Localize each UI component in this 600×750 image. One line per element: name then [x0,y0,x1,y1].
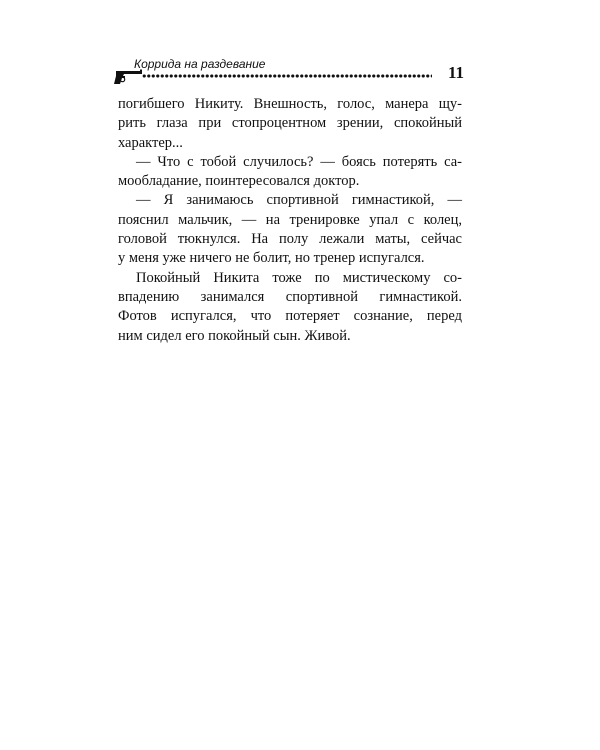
text-line: впадению занимался спортивной гимнастикой. [118,288,462,305]
running-head [112,52,464,88]
text-line: ним сидел его покойный сын. Живой. [118,327,351,344]
text-line: — Что с тобой случилось? — боясь потерять са- [136,153,462,170]
text-line: Покойный Никита тоже по мистическому со- [136,269,462,286]
text-line: Фотов испугался, что потеряет сознание, перед [118,308,462,325]
book-title: Коррида на раздевание [134,57,266,71]
text-line: погибшего Никиту. Внешность, голос, манера щу- [118,96,462,112]
text-line: у меня уже ничего не болит, но тренер испугался. [118,250,425,267]
dotted-rule [142,74,432,78]
body-text [118,95,462,346]
text-line: характер... [118,134,183,151]
page-number: 11 [447,63,464,82]
text-line: рить глаза при стопроцентном зрении, спокойный [118,115,462,132]
text-line: пояснил мальчик, — на тренировке упал с колец, [118,211,462,228]
text-line: мообладание, поинтересовался доктор. [118,173,360,190]
text-line: головой тюкнулся. На полу лежали маты, сейчас [118,231,462,248]
text-line: — Я занимаюсь спортивной гимнастикой, — [136,192,462,209]
